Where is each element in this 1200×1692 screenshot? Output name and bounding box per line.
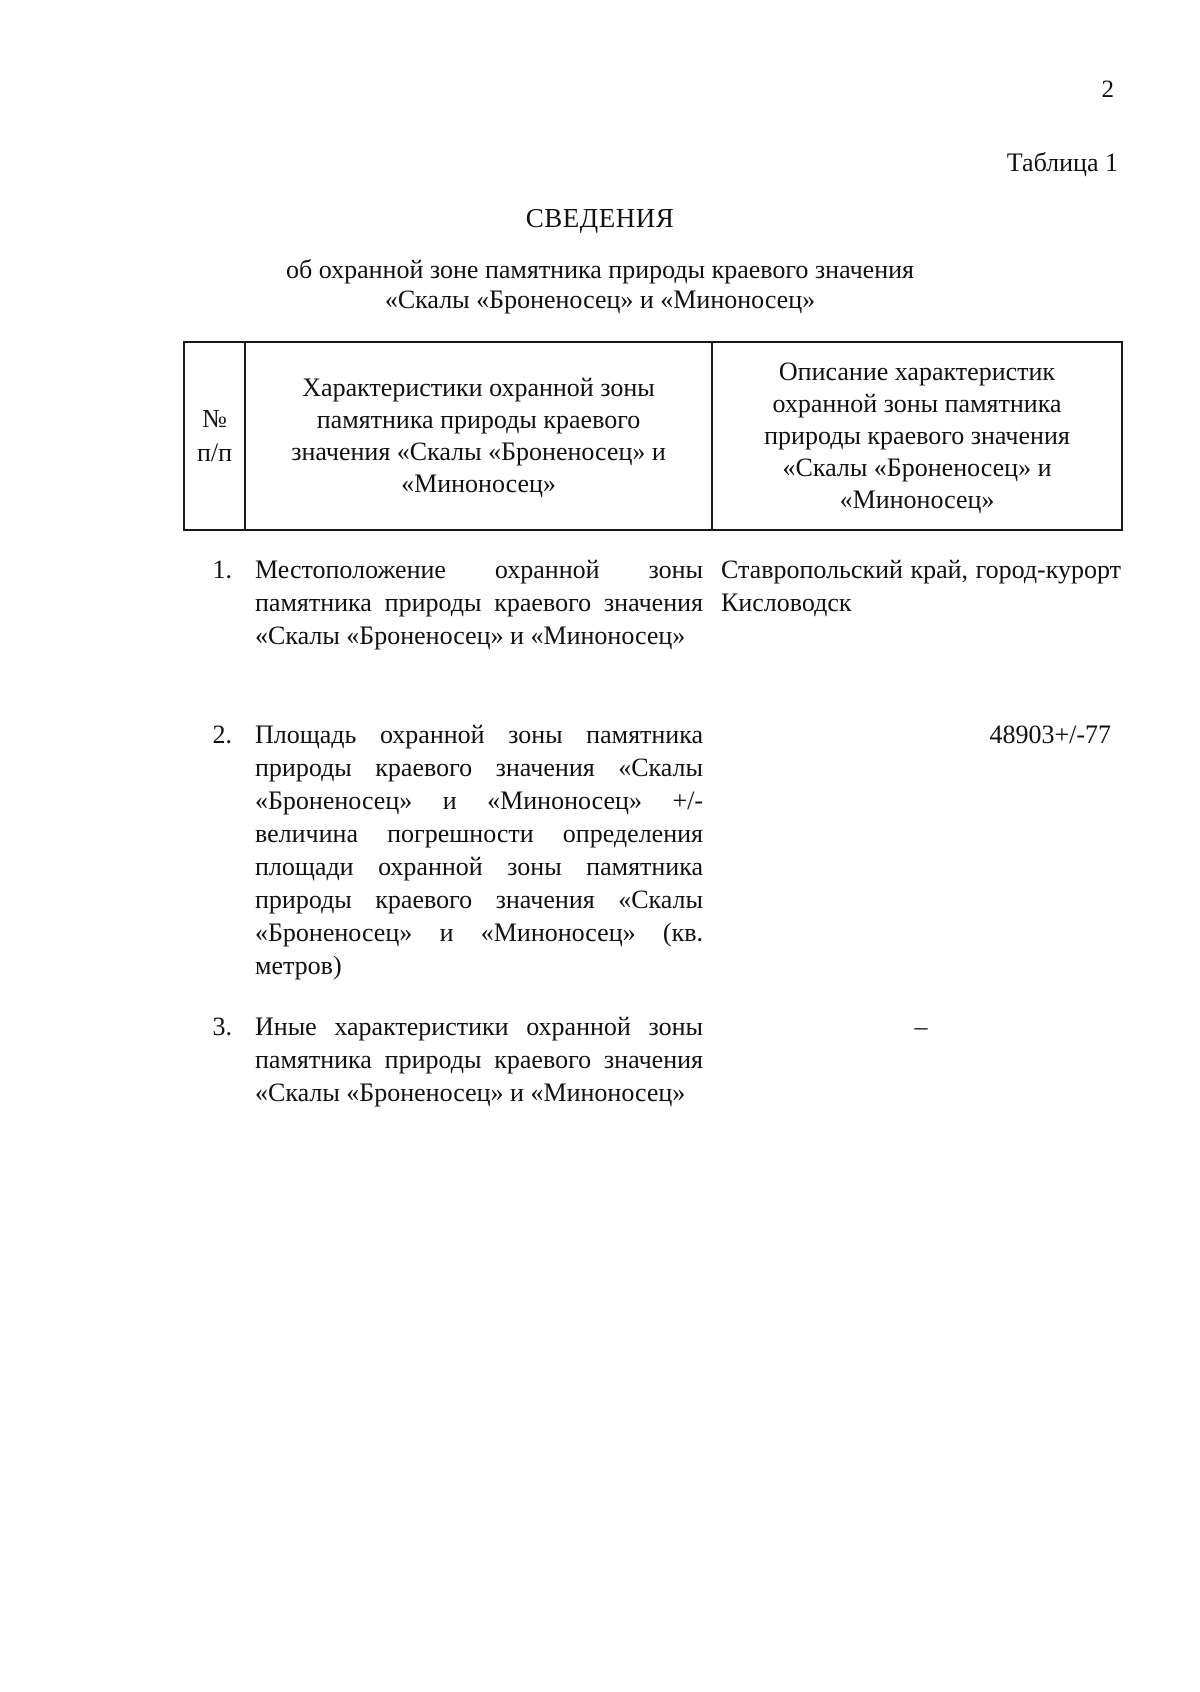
row-characteristic: Иные характеристики охранной зоны памятника природы краевого значения «Скалы «Броненосец» и «Миноносец» bbox=[255, 1012, 703, 1107]
subtitle-line-2: «Скалы «Броненосец» и «Миноносец» bbox=[384, 285, 816, 314]
row-characteristic: Площадь охранной зоны памятника природы краевого значения «Скалы «Броненосец» и «Миноносец» +/- величина погрешности определения площади охранной зоны памятника природы краевого значения «Скалы «Броненосец» и «Миноносец» (кв. метров) bbox=[255, 720, 703, 980]
subtitle-line-1: об охранной зоне памятника природы краевого значения bbox=[286, 255, 914, 284]
row-characteristic: Местоположение охранной зоны памятника природы краевого значения «Скалы «Броненосец» и «Миноносец» bbox=[255, 555, 703, 650]
header-number-abbrev: п/п bbox=[196, 438, 233, 467]
row-description: 48903+/-77 bbox=[989, 720, 1111, 749]
row-description: – bbox=[914, 1012, 928, 1041]
header-number bbox=[185, 343, 246, 529]
page-number: 2 bbox=[1101, 76, 1114, 103]
row-description: Ставропольский край, город-курорт Кисловодск bbox=[721, 555, 1121, 617]
header-characteristics: Характеристики охранной зоны памятника природы краевого значения «Скалы «Броненосец» и «Миноносец» bbox=[246, 343, 713, 529]
header-description: Описание характеристик охранной зоны памятника природы краевого значения «Скалы «Броненосец» и «Миноносец» bbox=[764, 357, 1070, 514]
table-header bbox=[183, 341, 1123, 531]
header-number-symbol: № bbox=[202, 404, 227, 433]
row-number: 2. bbox=[212, 720, 232, 749]
document-subtitle bbox=[0, 255, 1200, 315]
document-title: СВЕДЕНИЯ bbox=[525, 203, 675, 233]
row-number: 1. bbox=[212, 555, 232, 584]
table-label: Таблица 1 bbox=[1006, 148, 1118, 177]
row-number: 3. bbox=[212, 1012, 232, 1041]
